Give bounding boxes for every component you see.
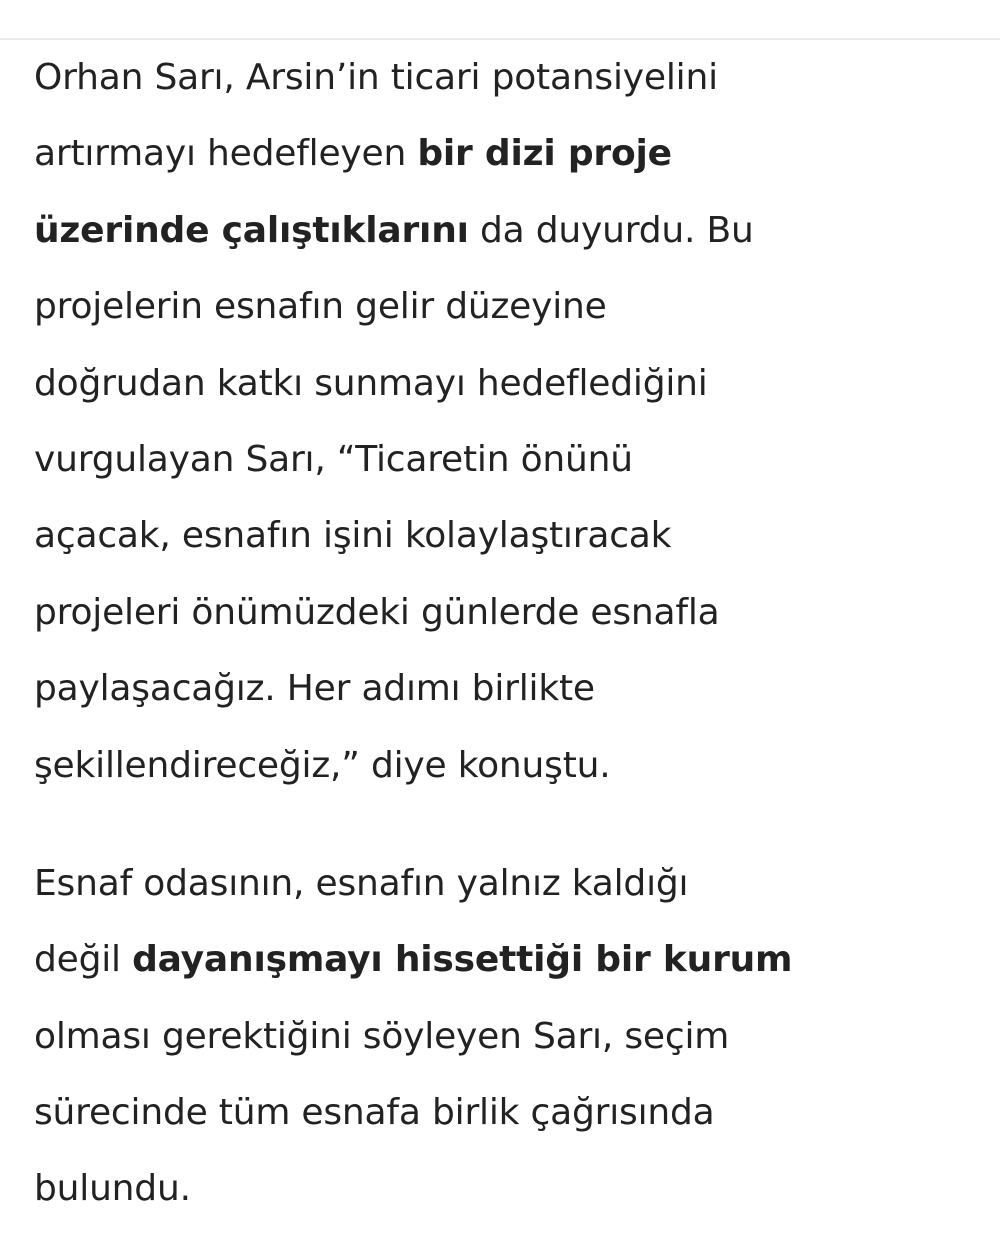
text-run: açacak, esnafın işini kolaylaştıracak xyxy=(34,515,672,557)
text-run: olması gerektiğini söyleyen Sarı, seçim xyxy=(34,1015,730,1057)
text-run: artırmayı hedefleyen xyxy=(34,133,418,175)
text-run: doğrudan katkı sunmayı hedeflediğini xyxy=(34,362,708,404)
text-line xyxy=(34,346,954,422)
text-line xyxy=(34,116,954,192)
text-line xyxy=(34,1151,954,1227)
text-line xyxy=(34,999,954,1075)
text-run: Esnaf odasının, esnafın yalnız kaldığı xyxy=(34,862,689,904)
paragraph xyxy=(34,40,954,804)
bold-text-run: bir dizi proje xyxy=(417,133,672,175)
text-run: şekillendireceğiz,” diye konuştu. xyxy=(34,744,611,786)
text-line xyxy=(34,846,954,922)
text-line xyxy=(34,40,954,116)
text-line xyxy=(34,651,954,727)
article-body xyxy=(34,40,954,1228)
text-run: vurgulayan Sarı, “Ticaretin önünü xyxy=(34,438,633,480)
text-line xyxy=(34,1075,954,1151)
text-run: da duyurdu. Bu xyxy=(468,209,754,251)
bold-text-run: üzerinde çalıştıklarını xyxy=(34,209,469,251)
text-line xyxy=(34,922,954,998)
text-line xyxy=(34,269,954,345)
text-run: projeleri önümüzdeki günlerde esnafla xyxy=(34,591,720,633)
text-line xyxy=(34,422,954,498)
text-line xyxy=(34,193,954,269)
text-run: değil xyxy=(34,939,133,981)
text-run: Orhan Sarı, Arsin’in ticari potansiyelini xyxy=(34,57,718,98)
text-run: sürecinde tüm esnafa birlik çağrısında xyxy=(34,1092,715,1134)
text-line xyxy=(34,728,954,804)
text-run: bulundu. xyxy=(34,1168,191,1210)
text-run: paylaşacağız. Her adımı birlikte xyxy=(34,668,595,710)
paragraph xyxy=(34,846,954,1228)
text-line xyxy=(34,575,954,651)
text-line xyxy=(34,498,954,574)
text-run: projelerin esnafın gelir düzeyine xyxy=(34,286,607,328)
bold-text-run: dayanışmayı hissettiği bir kurum xyxy=(132,939,793,981)
